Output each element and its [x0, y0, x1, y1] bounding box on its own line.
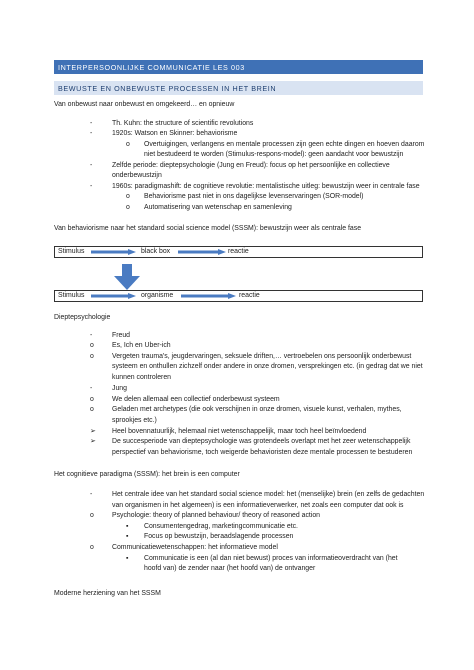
reaction-label: reactie	[239, 292, 260, 299]
list-bullet: o	[90, 406, 94, 413]
list-item: perspectief van behaviorisme, toch weigerde behavioristen deze mentale processen te bestuderen	[112, 449, 413, 456]
list-bullet: -	[90, 332, 93, 339]
model-box-black-box	[54, 246, 423, 258]
list-bullet: o	[126, 204, 130, 211]
right-arrow-icon	[91, 249, 136, 255]
list-bullet: ➢	[90, 428, 96, 435]
heading-2-bar	[54, 81, 423, 95]
list-bullet: -	[90, 162, 93, 169]
list-item: sprookjes etc.)	[112, 417, 157, 424]
list-item: Vergeten trauma's, jeugdervaringen, seksuele driften,… vertroebelen ons persoonlijk onderbewust	[112, 353, 412, 360]
list-bullet: o	[90, 342, 94, 349]
list-item: Focus op bewustzijn, beraadslagende processen	[144, 533, 294, 540]
list-item: Geladen met archetypes (die ook verschijnen in onze dromen, visuele kunst, verhalen, mythes,	[112, 406, 402, 413]
heading-1-bar	[54, 60, 423, 74]
list-item: hoofd van) de zender naar (het hoofd van) de ontvanger	[144, 565, 316, 572]
list-item: Communicatie is een (al dan niet bewust) proces van informatieoverdracht van (het	[144, 555, 398, 562]
list-item: kunnen controleren	[112, 374, 171, 381]
list-bullet: o	[90, 544, 94, 551]
model-box-organism	[54, 290, 423, 302]
list-bullet: o	[90, 353, 94, 360]
list-bullet: -	[90, 385, 93, 392]
down-arrow-icon	[112, 264, 142, 290]
sssm-intro: Van behaviorisme naar het standard social science model (SSSM): bewustzijn weer als centrale fase	[54, 225, 362, 232]
list-item: Zelfde periode: dieptepsychologie (Jung en Freud): focus op het persoonlijke en collectieve	[112, 162, 390, 169]
list-bullet: ▪	[126, 555, 129, 562]
list-bullet: o	[90, 396, 94, 403]
right-arrow-icon	[178, 249, 226, 255]
list-item: Consumentengedrag, marketingcommunicatie etc.	[144, 523, 298, 530]
list-item: Communicatiewetenschappen: het informatieve model	[112, 544, 278, 551]
right-arrow-icon	[91, 293, 136, 299]
list-item: Es, Ich en Uber-ich	[112, 342, 171, 349]
list-item: systeem en onthullen zichzelf onder andere in onze dromen, versprekingen etc. (in gedrag dat we niet	[112, 363, 423, 370]
list-item: Th. Kuhn: the structure of scientific revolutions	[112, 120, 254, 127]
reaction-label: reactie	[228, 248, 249, 255]
list-bullet: o	[126, 141, 130, 148]
list-bullet: o	[126, 193, 130, 200]
black-box-label: black box	[141, 248, 171, 255]
list-item: 1920s: Watson en Skinner: behaviorisme	[112, 130, 238, 137]
heading-2: BEWUSTE EN ONBEWUSTE PROCESSEN IN HET BREIN	[58, 84, 277, 93]
list-bullet: ➢	[90, 438, 96, 445]
list-bullet: o	[90, 512, 94, 519]
list-bullet: -	[90, 130, 93, 137]
list-bullet: -	[90, 491, 93, 498]
list-bullet: ▪	[126, 523, 129, 530]
list-item: We delen allemaal een collectief onderbewust systeem	[112, 396, 280, 403]
list-item: Automatisering van wetenschap en samenleving	[144, 204, 292, 211]
intro-text: Van onbewust naar onbewust en omgekeerd… en opnieuw	[54, 101, 235, 108]
list-item: Heel bovennatuurlijk, helemaal niet wetenschappelijk, maar toch heel beïnvloedend	[112, 428, 367, 435]
organism-label: organisme	[141, 292, 174, 299]
list-item: Jung	[112, 385, 127, 392]
list-item: De succesperiode van dieptepsychologie was grotendeels overlapt met het zeer wetenschappelijk	[112, 438, 411, 445]
list-bullet: -	[90, 120, 93, 127]
heading-1: INTERPERSOONLIJKE COMMUNICATIE LES 003	[58, 63, 245, 72]
stimulus-label: Stimulus	[58, 292, 85, 299]
list-item: niet bestudeerd te worden (Stimulus-respons-model): geen aandacht voor bewustzijn	[144, 151, 404, 158]
list-item: Overtuigingen, verlangens en mentale processen zijn geen echte dingen en hoeven daarom	[144, 141, 425, 148]
list-bullet: -	[90, 183, 93, 190]
section-title-diepte: Dieptepsychologie	[54, 314, 111, 321]
list-item: van organismen in het algemeen) is een informatieverwerker, net zoals een computer dat ook is	[112, 502, 404, 509]
list-item: Psychologie: theory of planned behaviour/ theory of reasoned action	[112, 512, 321, 519]
list-item: onderbewustzijn	[112, 172, 162, 179]
list-item: 1960s: paradigmashift: de cognitieve revolutie: mentalistische uitleg: bewustzijn weer in centrale fase	[112, 183, 420, 190]
section-title-cognitive: Het cognitieve paradigma (SSSM): het brein is een computer	[54, 471, 240, 478]
list-item: Het centrale idee van het standard social science model: het (menselijke) brein (en zelfs de gedachten	[112, 491, 425, 498]
stimulus-label: Stimulus	[58, 248, 85, 255]
list-item: Behaviorisme past niet in ons dagelijkse levenservaringen (SOR-model)	[144, 193, 364, 200]
right-arrow-icon	[181, 293, 236, 299]
list-bullet: ▪	[126, 533, 129, 540]
list-item: Freud	[112, 332, 131, 339]
section-title-modern: Moderne herziening van het SSSM	[54, 590, 161, 597]
